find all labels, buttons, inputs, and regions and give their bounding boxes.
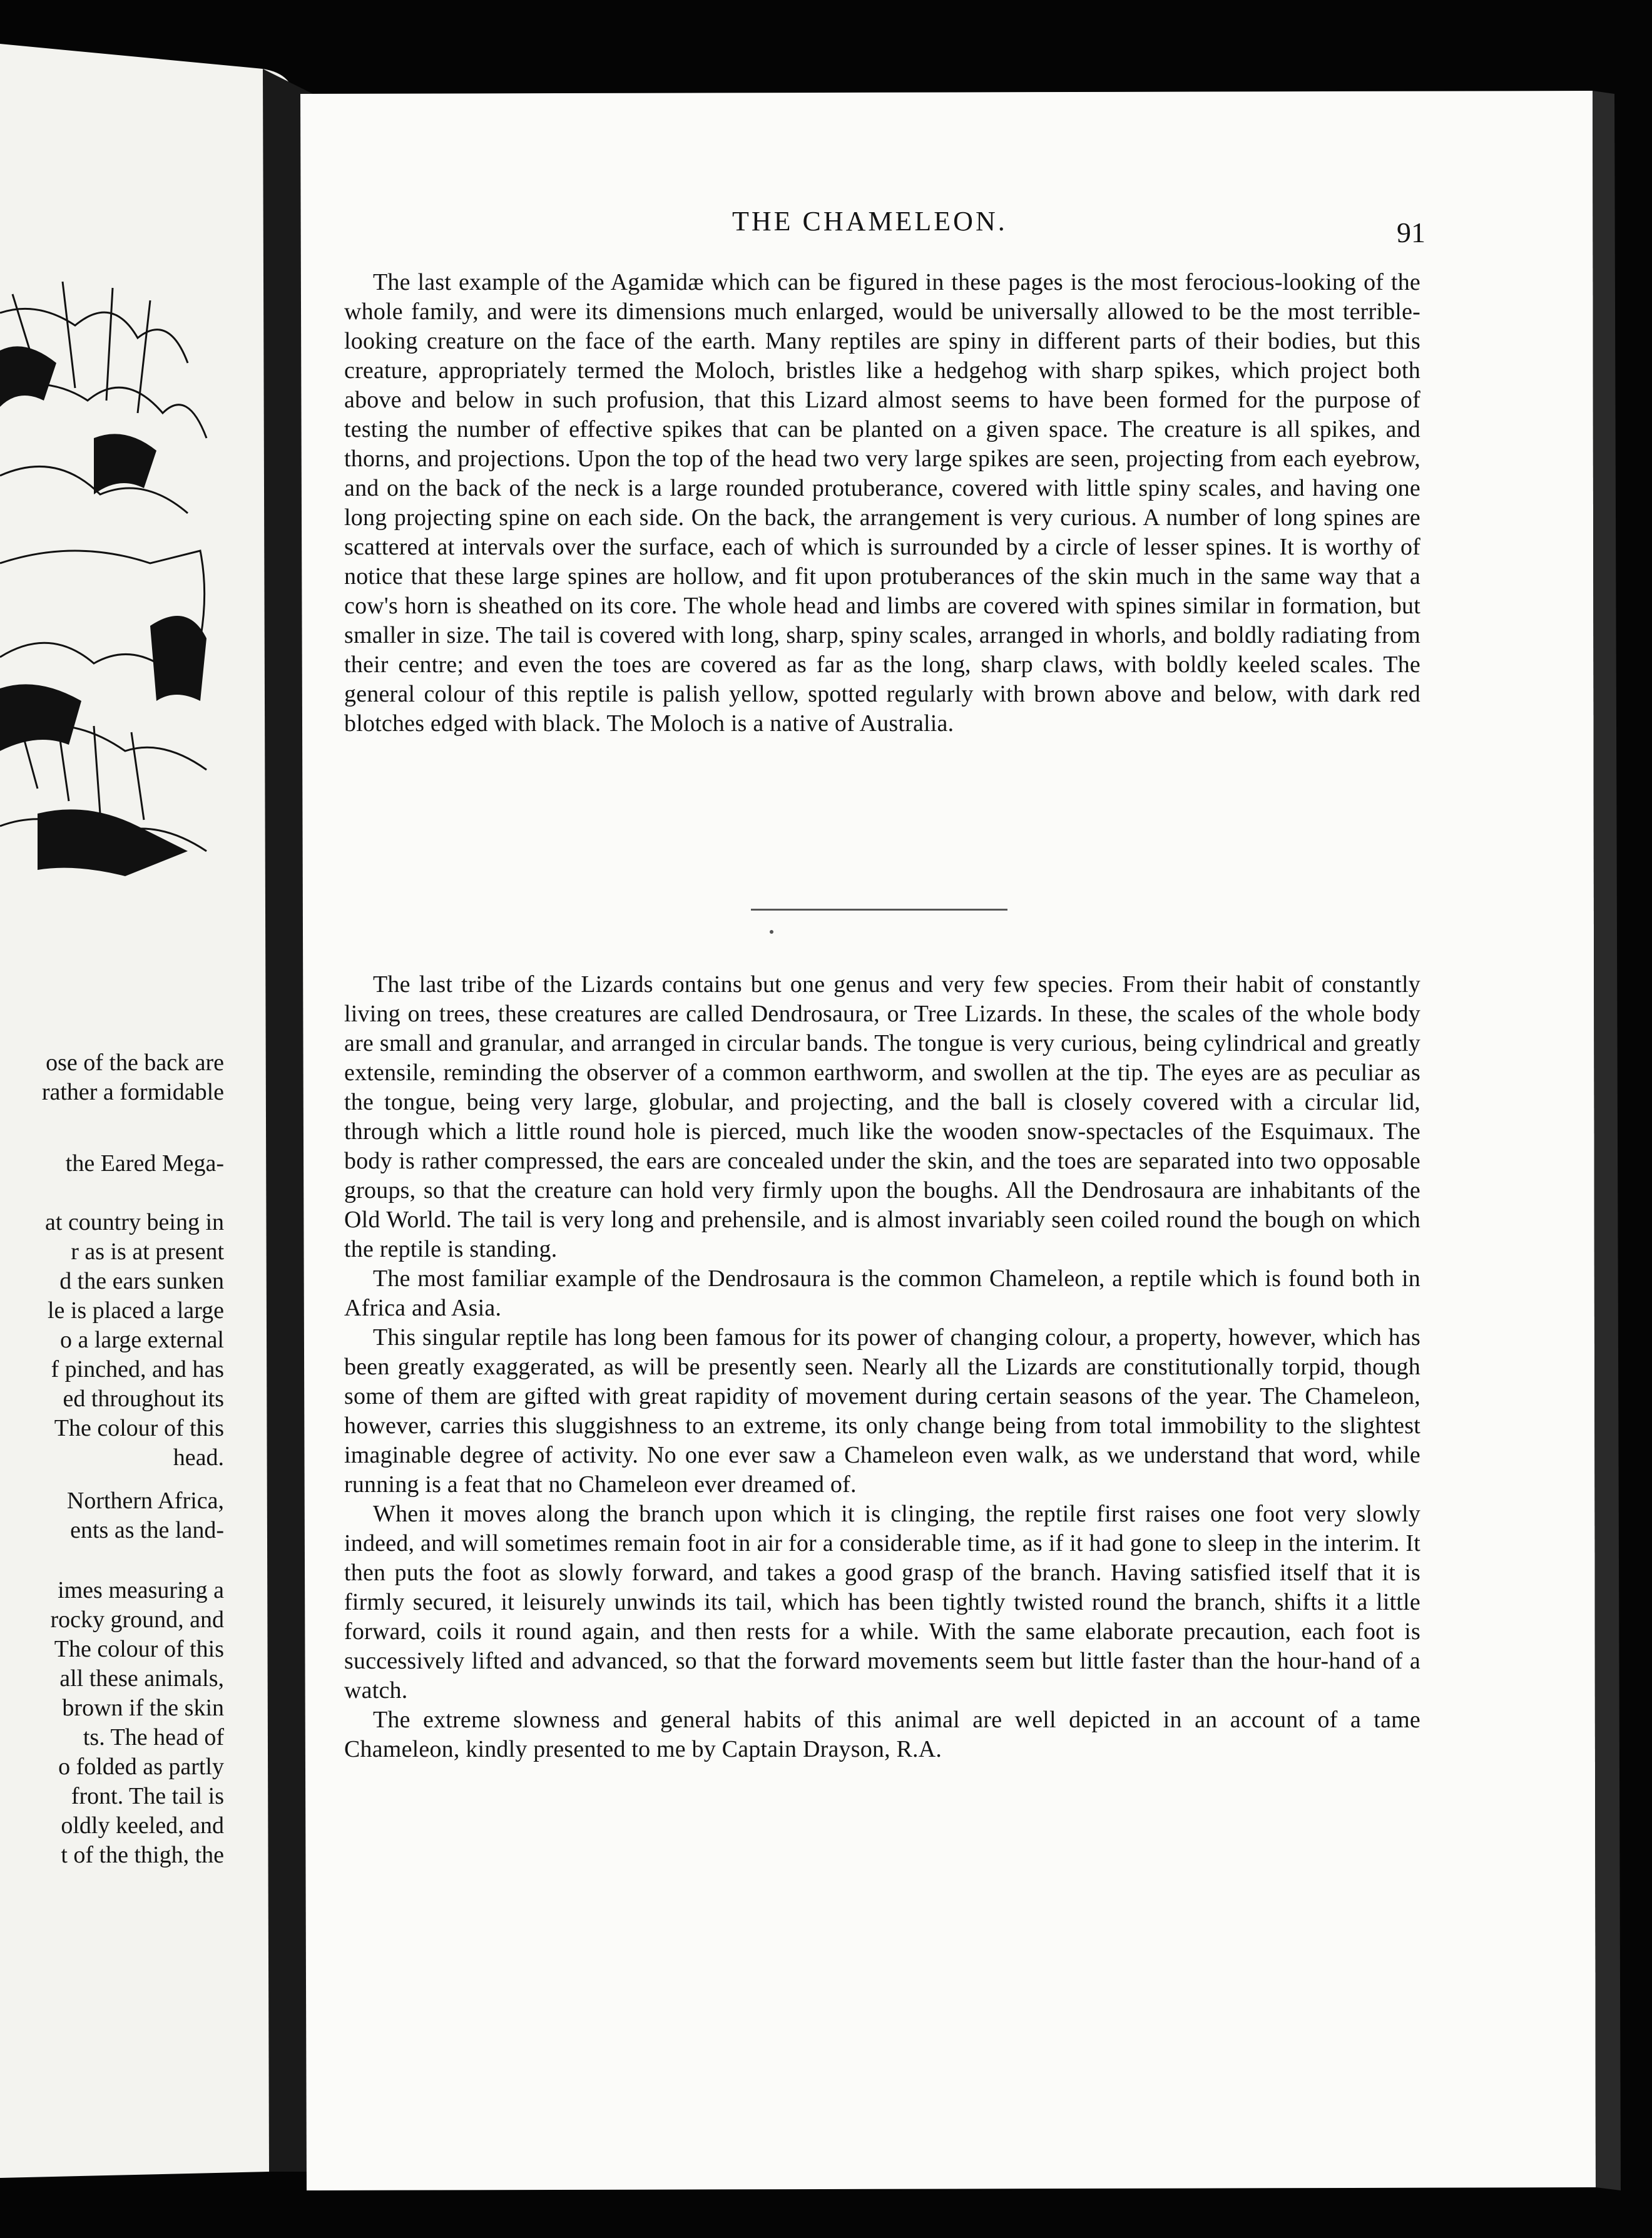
left-line: ts. The head of [83, 1724, 224, 1750]
left-line: le is placed a large [47, 1297, 224, 1324]
left-line: o folded as partly [58, 1754, 224, 1780]
left-line: ed throughout its [63, 1386, 224, 1412]
left-line: brown if the skin [62, 1695, 224, 1721]
left-line: The colour of this [54, 1415, 224, 1441]
left-fragment-5 [0, 1576, 224, 1870]
left-line: all these animals, [59, 1665, 224, 1692]
left-line: imes measuring a [58, 1577, 224, 1603]
left-fragment-3 [0, 1208, 224, 1473]
paragraph: This singular reptile has long been famous for its power of changing colour, a property, however, which has been greatly exaggerated, as will be presently seen. Nearly all the Lizards are constitutionally torpid, though some of them are gifted with great rapidity of movement during certain seasons of the year. The Chameleon, however, carries this sluggishness to an extreme, its only change being from total immobility to the slightest imaginable degree of activity. No one ever saw a Chameleon even walk, as we understand that word, while running is a feat that no Chameleon ever dreamed of. [344, 1324, 1420, 1498]
left-line: t of the thigh, the [61, 1842, 224, 1868]
left-fragment-2 [0, 1149, 224, 1178]
left-line: r as is at present [71, 1239, 224, 1265]
left-line: Northern Africa, [66, 1488, 224, 1514]
left-line: f pinched, and has [51, 1356, 224, 1382]
page-number: 91 [1397, 217, 1425, 248]
running-head: THE CHAMELEON. [732, 206, 1007, 237]
divider-dot [770, 930, 773, 934]
left-fragment-4 [0, 1486, 224, 1545]
section-dendrosaura [344, 970, 1420, 1764]
paragraph: The most familiar example of the Dendrosaura is the common Chameleon, a reptile which is found both in Africa and Asia. [344, 1265, 1420, 1321]
paragraph: When it moves along the branch upon which it is clinging, the reptile first raises one foot very slowly indeed, and will sometimes remain foot in air for a considerable time, as if it had gone to sleep in the interim. It then puts the foot as slowly forward, and takes a good grasp of the branch. Having satisfied itself that it is firmly secured, it leisurely unwinds its tail, which has been tightly twisted round the branch, shifts it a little forward, coils it round again, and then rests for a while. With the same elaborate precaution, each foot is successively lifted and advanced, so that the forward movements seem but little faster than the hour-hand of a watch. [344, 1501, 1420, 1704]
left-line: oldly keeled, and [61, 1812, 224, 1839]
section-moloch [344, 268, 1420, 738]
left-line: The colour of this [54, 1636, 224, 1662]
left-line: head. [173, 1444, 224, 1471]
left-fragment-1 [0, 1048, 224, 1107]
left-line: front. The tail is [71, 1783, 224, 1809]
left-line: the Eared Mega- [65, 1150, 224, 1177]
left-line: o a large external [60, 1327, 224, 1353]
paragraph: The last example of the Agamidæ which can be figured in these pages is the most ferocious-looking of the whole family, and were its dimensions much enlarged, would be universally allowed to be the most terrible-looking creature on the face of the earth. Many reptiles are spiny in different parts of their bodies, but this creature, appropriately termed the Moloch, bristles like a hedgehog with sharp spikes, which project both above and below in such profusion, that this Lizard almost seems to have been formed for the purpose of testing the number of effective spikes that can be planted on a given space. The creature is all spikes, and thorns, and projections. Upon the top of the head two very large spikes are seen, projecting from each eyebrow, and on the back of the neck is a large rounded protuberance, covered with little spiny scales, and having one long projecting spine on each side. On the back, the arrangement is very curious. A number of long spines are scattered at intervals over the surface, each of which is surrounded by a circle of lesser spines. It is worthy of notice that these large spines are hollow, and fit upon protuberances of the skin much in the same way that a cow's horn is sheathed on its core. The whole head and limbs are covered with spines similar in formation, but smaller in size. The tail is covered with long, sharp, spiny scales, arranged in whorls, and boldly radiating from their centre; and even the toes are covered as far as the long, sharp claws, with boldly keeled scales. The general colour of this reptile is palish yellow, spotted regularly with brown above and below, with dark red blotches edged with black. The Moloch is a native of Australia. [344, 269, 1420, 737]
left-line: rocky ground, and [50, 1607, 224, 1633]
section-divider [751, 909, 1007, 911]
paragraph: The extreme slowness and general habits of this animal are well depicted in an account of a tame Chameleon, kindly presented to me by Captain Drayson, R.A. [344, 1707, 1420, 1762]
paragraph: The last tribe of the Lizards contains but one genus and very few species. From their habit of constantly living on trees, these creatures are called Dendrosaura, or Tree Lizards. In these, the scales of the whole body are small and granular, and arranged in circular bands. The tongue is very curious, being cylindrical and greatly extensile, reminding the observer of a common earthworm, and swollen at the tip. The eyes are as peculiar as the tongue, being very large, globular, and projecting, and the ball is closely covered with a circular lid, through which a little round hole is pierced, much like the wooden snow-spectacles of the Esquimaux. The body is rather compressed, the ears are concealed under the skin, and the toes are separated into two opposable groups, so that the creature can hold very firmly upon the boughs. All the Dendrosaura are inhabitants of the Old World. The tail is very long and prehensile, and is almost invariably seen coiled round the bough on which the reptile is standing. [344, 971, 1420, 1262]
left-line: d the ears sunken [59, 1268, 224, 1294]
left-line: rather a formidable [41, 1079, 224, 1105]
left-line: ose of the back are [46, 1050, 224, 1076]
left-line: at country being in [45, 1209, 224, 1235]
left-line: ents as the land- [70, 1517, 224, 1543]
